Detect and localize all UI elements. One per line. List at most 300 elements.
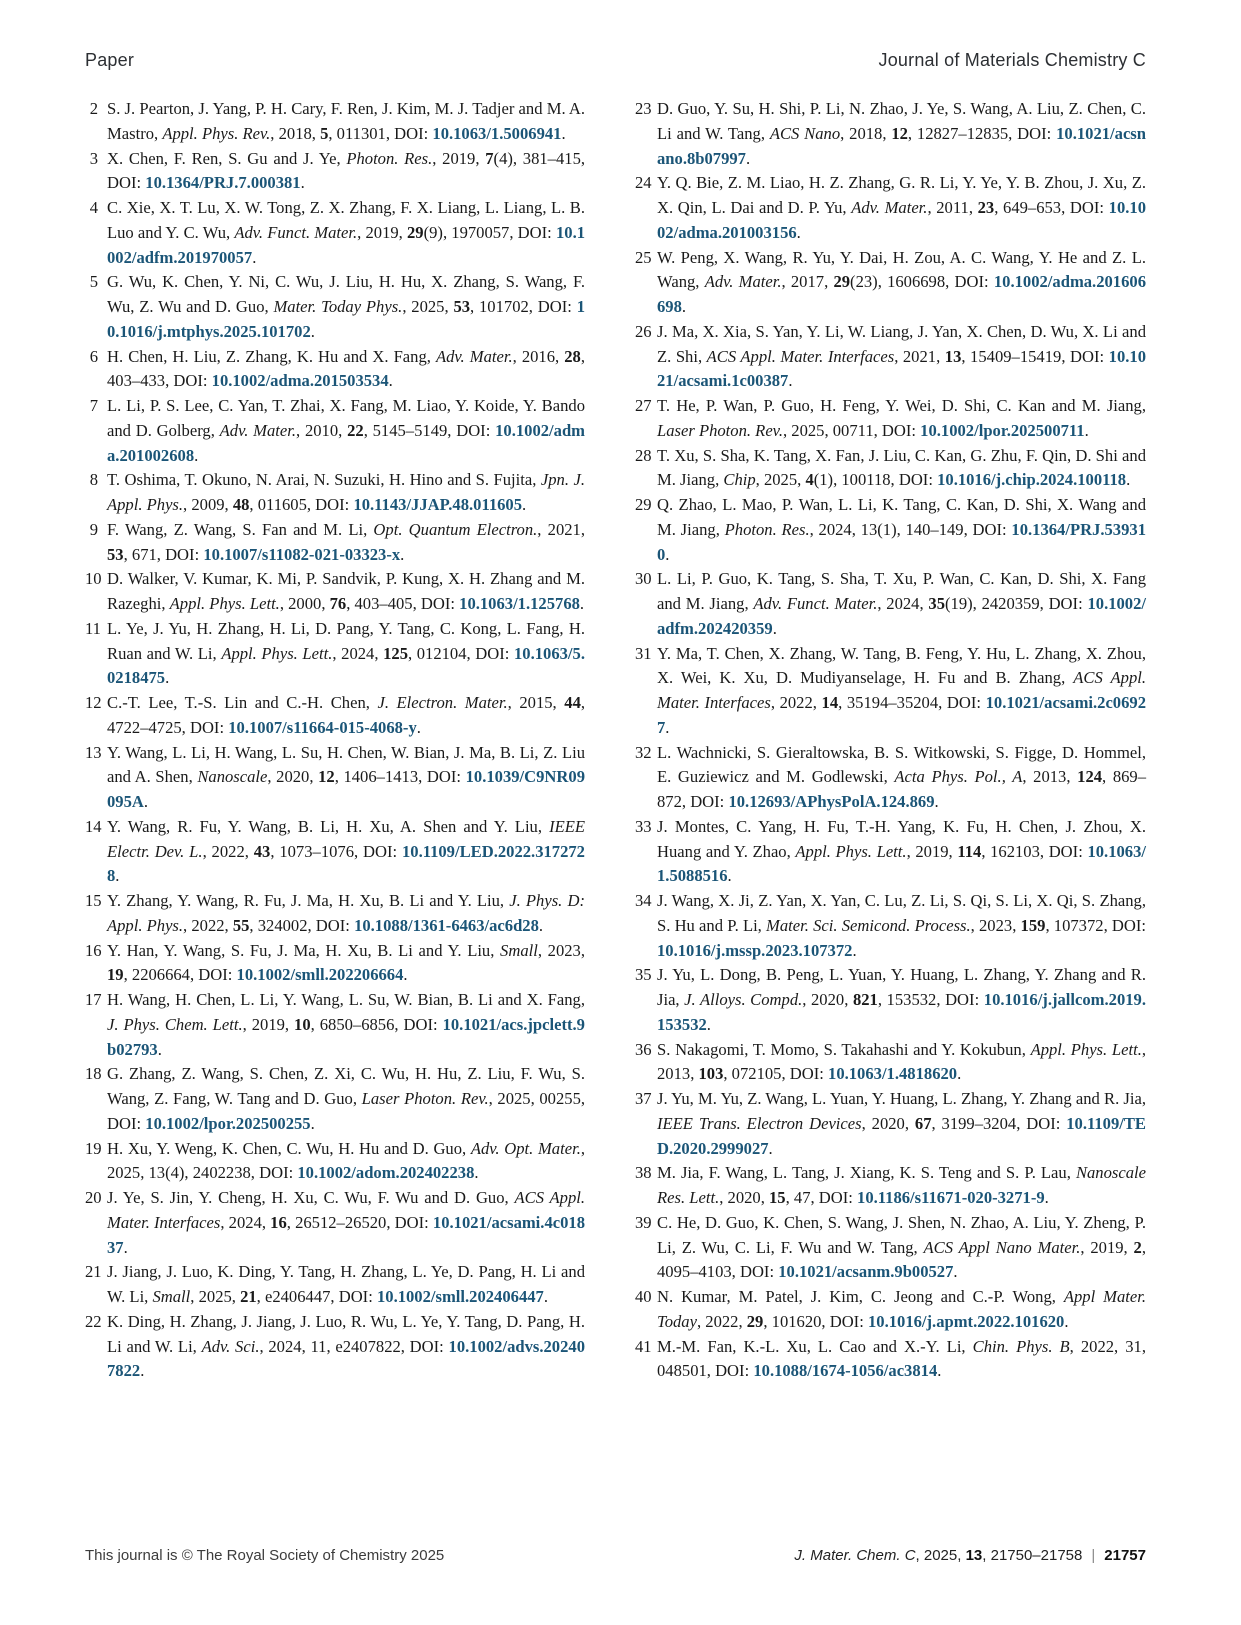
reference-text	[657, 1038, 1146, 1088]
journal-name: ACS Appl Nano Mater.	[923, 1237, 1081, 1257]
reference-fragment: , 2024,	[877, 594, 929, 613]
volume-number: 35	[928, 594, 945, 613]
footer-journal-abbrev: J. Mater. Chem. C	[794, 1547, 916, 1564]
journal-name: IEEE Trans. Electron Devices	[657, 1113, 862, 1133]
reference-text	[657, 741, 1146, 815]
journal-name: Chip	[723, 470, 756, 490]
journal-name: Mater. Sci. Semicond. Process.	[766, 915, 971, 935]
reference-fragment: , 153532, DOI:	[877, 990, 984, 1009]
reference-fragment: , 2025,	[402, 297, 454, 316]
reference-fragment: .	[157, 1039, 162, 1059]
reference-item	[635, 1087, 1146, 1161]
reference-fragment: , 35194–35204, DOI:	[838, 693, 986, 712]
reference-fragment: , 2013,	[1022, 767, 1078, 787]
reference-number: 19	[85, 1138, 102, 1158]
doi-link[interactable]: 10.1016/j.apmt.2022.101620	[867, 1311, 1065, 1331]
reference-fragment: , 2016,	[512, 346, 565, 366]
doi-link[interactable]: 10.1002/adma.201003156	[657, 198, 1146, 242]
journal-name: Adv. Funct. Mater.	[234, 222, 358, 242]
reference-fragment: , 1406–1413, DOI:	[334, 767, 466, 787]
volume-number: 7	[485, 148, 494, 168]
reference-number: 30	[635, 569, 652, 589]
reference-fragment: M. Jia, F. Wang, L. Tang, J. Xiang, K. S. Teng and S. P. Lau,	[657, 1163, 1076, 1183]
reference-number: 14	[85, 816, 102, 836]
journal-name: Small	[500, 940, 538, 960]
reference-item	[85, 741, 585, 815]
reference-item	[85, 567, 585, 617]
citation-info: J. Mater. Chem. C, 2025, 13, 21750–21758 | 21757	[794, 1547, 1146, 1564]
reference-item	[85, 518, 585, 568]
reference-fragment: .	[665, 544, 670, 564]
volume-number: 29	[746, 1311, 764, 1331]
reference-fragment: , 2013,	[657, 1039, 1146, 1084]
reference-fragment: L. Wachnicki, S. Gieraltowska, B. S. Witkowski, S. Figge, D. Hommel, E. Guziewicz and M. Godlewski,	[657, 742, 1146, 787]
journal-name: ACS Appl. Mater. Interfaces	[657, 668, 1147, 712]
reference-fragment: .	[522, 495, 527, 514]
doi-link[interactable]: 10.1002/advs.202407822	[107, 1336, 585, 1381]
reference-number: 24	[635, 173, 652, 193]
reference-item	[635, 1285, 1146, 1335]
reference-fragment: T. He, P. Wan, P. Guo, H. Feng, Y. Wei, D. Shi, C. Kan and M. Jiang,	[657, 396, 1146, 415]
reference-fragment: Y. Wang, L. Li, H. Wang, L. Su, H. Chen, W. Bian, J. Ma, B. Li, Z. Liu and A. Shen,	[107, 742, 585, 787]
doi-link[interactable]: 10.12693/APhysPolA.124.869	[728, 792, 935, 811]
volume-number: 159	[1020, 915, 1046, 935]
reference-fragment: Y. Q. Bie, Z. M. Liao, H. Z. Zhang, G. R. Li, Y. Ye, Y. B. Zhou, J. Xu, Z. X. Qin, L. Dai and D. P. Yu,	[657, 173, 1146, 217]
reference-fragment: , 1073–1076, DOI:	[270, 841, 402, 861]
doi-link[interactable]: 10.1002/adma.201606698	[657, 272, 1146, 316]
doi-link[interactable]: 10.1007/s11082-021-03323-x	[203, 544, 401, 564]
reference-fragment: .	[1084, 420, 1089, 440]
reference-fragment: .	[310, 321, 315, 341]
reference-fragment: , 869–872, DOI:	[657, 767, 1147, 811]
reference-fragment: , 2023,	[970, 915, 1021, 935]
reference-text	[657, 493, 1146, 567]
reference-fragment: .	[252, 247, 257, 267]
doi-link[interactable]: 10.1143/JJAP.48.011605	[353, 495, 523, 514]
reference-fragment: , 011301, DOI:	[328, 123, 433, 143]
doi-link[interactable]: 10.1109/TED.2020.2999027	[657, 1113, 1146, 1158]
reference-fragment: Y. Zhang, Y. Wang, R. Fu, J. Ma, H. Xu, B. Li and Y. Liu,	[107, 891, 510, 910]
doi-link[interactable]: 10.1016/j.mtphys.2025.101702	[107, 297, 585, 341]
reference-fragment: , 2025,	[755, 470, 806, 490]
reference-number: 21	[85, 1262, 102, 1282]
volume-number: 15	[769, 1188, 786, 1207]
reference-number: 10	[85, 569, 102, 589]
reference-fragment: , 2025, 00711, DOI:	[782, 420, 921, 440]
reference-number: 15	[85, 891, 102, 910]
reference-fragment: F. Wang, Z. Wang, S. Fan and M. Li,	[107, 519, 374, 539]
reference-number: 8	[89, 470, 98, 490]
volume-number: 4	[805, 470, 814, 490]
reference-fragment: J. Jiang, J. Luo, K. Ding, Y. Tang, H. Zhang, L. Ye, D. Pang, H. Li and W. Li,	[107, 1262, 585, 1306]
journal-name: ACS Appl. Mater. Interfaces	[107, 1188, 585, 1232]
reference-fragment: , 2023,	[537, 940, 585, 960]
reference-number: 11	[85, 618, 101, 638]
reference-fragment: , 2025, 13(4), 2402238, DOI:	[107, 1138, 585, 1183]
reference-item	[635, 889, 1146, 963]
doi-link[interactable]: 10.1186/s11671-020-3271-9	[857, 1188, 1045, 1207]
reference-text	[657, 963, 1146, 1037]
reference-number: 36	[635, 1039, 652, 1059]
reference-fragment: .	[681, 297, 687, 316]
volume-number: 821	[852, 990, 878, 1009]
reference-fragment: .	[538, 915, 544, 935]
journal-name: Appl. Phys. Lett.	[169, 594, 280, 613]
journal-name: Photon. Res.	[346, 148, 433, 168]
reference-item	[85, 939, 585, 989]
page-number: 21757	[1104, 1547, 1146, 1564]
reference-fragment: .	[957, 1064, 962, 1084]
volume-number: 5	[320, 123, 329, 143]
reference-fragment: , 15409–15419, DOI:	[961, 346, 1109, 366]
reference-fragment: D. Walker, V. Kumar, K. Mi, P. Sandvik, P. Kung, X. H. Zhang and M. Razeghi,	[107, 569, 585, 613]
doi-link[interactable]: 10.1002/adfm.201970057	[107, 222, 586, 267]
reference-item	[635, 642, 1146, 741]
reference-fragment: Y. Ma, T. Chen, X. Zhang, W. Tang, B. Feng, Y. Hu, L. Zhang, X. Zhou, X. Wei, K. Xu, D. Mudiyanselage, H. Fu and B. Zhang,	[657, 643, 1146, 688]
reference-text	[107, 196, 585, 270]
journal-name: J. Electron. Mater.	[377, 693, 508, 712]
reference-fragment: , 2024,	[332, 643, 384, 663]
reference-fragment: , 2020,	[861, 1113, 915, 1133]
reference-fragment: N. Kumar, M. Patel, J. Kim, C. Jeong and C.-P. Wong,	[657, 1287, 1064, 1306]
doi-link[interactable]: 10.1021/acsami.1c00387	[657, 346, 1146, 391]
doi-link[interactable]: 10.1016/j.jallcom.2019.153532	[657, 990, 1146, 1034]
reference-fragment: H. Xu, Y. Weng, K. Chen, C. Wu, H. Hu and D. Guo,	[107, 1138, 471, 1158]
doi-link[interactable]: 10.1002/smll.202406447	[376, 1287, 544, 1306]
reference-fragment: J. Ma, X. Xia, S. Yan, Y. Li, W. Liang, J. Yan, X. Chen, D. Wu, X. Li and Z. Shi,	[657, 321, 1146, 366]
reference-fragment: .	[561, 123, 566, 143]
reference-number: 17	[85, 990, 102, 1009]
reference-list	[85, 97, 1146, 1384]
reference-fragment: , 26512–26520, DOI:	[286, 1212, 433, 1232]
reference-number: 20	[85, 1188, 102, 1207]
reference-fragment: , 403–433, DOI:	[107, 346, 585, 391]
doi-link[interactable]: 10.1002/adom.202402238	[297, 1163, 475, 1183]
journal-name: Nanoscale Res. Lett.	[657, 1163, 1146, 1207]
reference-fragment: , 012104, DOI:	[407, 643, 514, 663]
reference-text	[107, 567, 585, 617]
doi-link[interactable]: 10.1021/acsnano.8b07997	[657, 123, 1146, 168]
reference-text	[107, 1310, 585, 1384]
page-footer	[85, 1547, 1146, 1564]
reference-fragment: , 2019,	[906, 841, 958, 861]
reference-fragment: G. Zhang, Z. Wang, S. Chen, Z. Xi, C. Wu, H. Hu, Z. Liu, F. Wu, S. Wang, Z. Fang, W. Tang and D. Guo,	[107, 1064, 585, 1108]
reference-text	[107, 345, 585, 395]
reference-item	[635, 1335, 1146, 1385]
journal-name: Adv. Mater.	[219, 420, 297, 440]
doi-link[interactable]: 10.1002/adma.201002608	[107, 420, 585, 465]
reference-fragment: L. Li, P. Guo, K. Tang, S. Sha, T. Xu, P. Wan, C. Kan, D. Shi, X. Fang and M. Jiang,	[657, 569, 1146, 613]
doi-link[interactable]: 10.1002/lpor.202500255	[145, 1113, 311, 1133]
reference-item	[85, 617, 585, 691]
volume-number: 14	[821, 693, 839, 712]
reference-fragment: , 072105, DOI:	[723, 1064, 829, 1084]
reference-fragment: , e2406447, DOI:	[256, 1287, 377, 1306]
volume-number: 12	[318, 767, 335, 787]
reference-fragment: .	[796, 222, 801, 242]
reference-item	[635, 493, 1146, 567]
doi-link[interactable]: 10.1021/acs.jpclett.9b02793	[107, 1014, 585, 1059]
volume-number: 22	[347, 420, 364, 440]
volume-number: 19	[107, 965, 124, 985]
reference-number: 37	[635, 1089, 652, 1108]
reference-fragment: , 2022,	[183, 915, 233, 935]
reference-fragment: C. Xie, X. T. Lu, X. W. Tong, Z. X. Zhang, F. X. Liang, L. Liang, L. B. Luo and Y. C. Wu,	[107, 198, 585, 242]
ref-column-left	[85, 97, 585, 1384]
doi-link[interactable]: 10.1021/acsami.4c01837	[107, 1212, 585, 1257]
volume-number: 23	[977, 198, 995, 217]
reference-number: 34	[635, 891, 652, 910]
reference-fragment: J. Wang, X. Ji, Z. Yan, X. Yan, C. Lu, Z. Li, S. Qi, S. Li, X. Qi, S. Zhang, S. Hu and P. Li,	[657, 891, 1146, 935]
reference-number: 5	[89, 272, 98, 292]
reference-fragment: , 2024, 11, e2407822, DOI:	[259, 1336, 449, 1356]
journal-name: Small	[152, 1287, 191, 1306]
reference-number: 2	[89, 99, 98, 118]
volume-number: 13	[944, 346, 962, 366]
reference-fragment: .	[745, 148, 751, 168]
journal-name: ACS Nano	[769, 123, 841, 143]
reference-fragment: J. Yu, M. Yu, Z. Wang, L. Yuan, Y. Huang, L. Zhang, Y. Zhang and R. Jia,	[657, 1089, 1146, 1108]
reference-fragment: .	[934, 792, 939, 811]
reference-fragment: , 2015,	[507, 693, 565, 712]
reference-number: 26	[635, 321, 652, 341]
reference-fragment: (1), 100118, DOI:	[813, 470, 938, 490]
reference-item	[635, 815, 1146, 889]
reference-fragment: , 162103, DOI:	[981, 841, 1088, 861]
reference-fragment: .	[474, 1163, 479, 1183]
reference-text	[107, 1260, 585, 1310]
reference-fragment: .	[727, 866, 732, 886]
reference-fragment: J. Montes, C. Yang, H. Fu, T.-H. Yang, K. Fu, H. Chen, J. Zhou, X. Huang and Y. Zhao,	[657, 816, 1146, 861]
reference-text	[657, 1335, 1146, 1385]
reference-fragment: Q. Zhao, L. Mao, P. Wan, L. Li, K. Tang, C. Kan, D. Shi, X. Wang and M. Jiang,	[657, 495, 1146, 539]
reference-text	[107, 1062, 585, 1136]
reference-fragment: , 47, DOI:	[785, 1188, 858, 1207]
footer-volume: 13	[965, 1547, 983, 1564]
volume-number: 28	[564, 346, 581, 366]
reference-number: 23	[635, 99, 652, 118]
journal-name: Appl Mater. Today	[657, 1287, 1146, 1331]
journal-name: Appl. Phys. Lett.	[795, 841, 907, 861]
footer-separator: |	[1091, 1547, 1096, 1564]
journal-name: Nanoscale	[197, 767, 268, 787]
reference-item	[635, 246, 1146, 320]
reference-fragment: S. Nakagomi, T. Momo, S. Takahashi and Y. Kokubun,	[657, 1039, 1031, 1059]
reference-fragment: (9), 1970057, DOI:	[423, 222, 556, 242]
reference-fragment: .	[143, 792, 149, 811]
reference-fragment: , 2021,	[537, 519, 585, 539]
reference-fragment: , 4095–4103, DOI:	[657, 1237, 1146, 1282]
reference-fragment: , 2020,	[719, 1188, 769, 1207]
journal-name: Adv. Opt. Mater.	[470, 1138, 581, 1158]
journal-name: Appl. Phys. Lett.	[221, 643, 333, 663]
section-label: Paper	[85, 50, 135, 70]
reference-fragment: , 2010,	[296, 420, 348, 440]
reference-fragment: (23), 1606698, DOI:	[850, 272, 994, 292]
journal-name: Opt. Quantum Electron.	[373, 519, 538, 539]
reference-text	[107, 889, 585, 939]
doi-link[interactable]: 10.1088/1674-1056/ac3814	[753, 1361, 938, 1381]
doi-link[interactable]: 10.1063/5.0218475	[107, 643, 585, 688]
reference-fragment: , 2019,	[432, 148, 486, 168]
reference-fragment: L. Ye, J. Yu, H. Zhang, H. Li, D. Pang, Y. Tang, C. Kong, L. Fang, H. Ruan and W. Li,	[107, 618, 585, 663]
reference-text	[657, 1211, 1146, 1285]
doi-link[interactable]: 10.1039/C9NR09095A	[107, 767, 585, 811]
volume-number: 48	[232, 495, 250, 514]
reference-fragment: , 2019,	[357, 222, 407, 242]
reference-text	[107, 1186, 585, 1260]
volume-number: 12	[891, 123, 908, 143]
reference-text	[107, 988, 585, 1062]
reference-number: 35	[635, 965, 652, 985]
reference-fragment: .	[403, 965, 408, 985]
journal-name: J. Phys. Chem. Lett.	[107, 1014, 243, 1034]
reference-fragment: , 2022, 31, 048501, DOI:	[657, 1336, 1146, 1381]
reference-fragment: .	[1126, 470, 1131, 490]
reference-item	[85, 147, 585, 197]
reference-fragment: D. Guo, Y. Su, H. Shi, P. Li, N. Zhao, J. Ye, S. Wang, A. Liu, Z. Chen, C. Li and W. Tang,	[657, 99, 1146, 143]
doi-link[interactable]: 10.1063/1.5088516	[657, 841, 1146, 886]
reference-text	[657, 97, 1146, 171]
reference-item	[635, 320, 1146, 394]
reference-fragment: , 2021,	[894, 346, 945, 366]
reference-item	[635, 444, 1146, 494]
reference-text	[657, 1087, 1146, 1161]
reference-item	[85, 1062, 585, 1136]
volume-number: 124	[1077, 767, 1103, 787]
reference-item	[635, 171, 1146, 245]
volume-number: 125	[383, 643, 408, 663]
volume-number: 67	[914, 1113, 932, 1133]
reference-fragment: .	[788, 371, 793, 391]
reference-fragment: , 2025, 00255, DOI:	[107, 1089, 586, 1133]
reference-fragment: .	[706, 1014, 711, 1034]
journal-name: Mater. Today Phys.	[273, 297, 403, 316]
reference-fragment: , 2009,	[183, 495, 233, 514]
reference-number: 33	[635, 816, 652, 836]
reference-item	[85, 270, 585, 344]
reference-fragment: , 2206664, DOI:	[123, 965, 237, 985]
volume-number: 10	[294, 1014, 311, 1034]
reference-text	[107, 97, 585, 147]
journal-name: Adv. Mater.	[704, 272, 782, 292]
doi-link[interactable]: 10.1002/adfm.202420359	[657, 594, 1147, 638]
journal-name: ACS Appl. Mater. Interfaces	[706, 346, 895, 366]
reference-fragment: .	[140, 1361, 145, 1381]
reference-text	[657, 1285, 1146, 1335]
reference-fragment: (4), 381–415, DOI:	[107, 148, 586, 193]
reference-text	[107, 468, 585, 518]
journal-name: Appl. Phys. Rev.	[162, 123, 271, 143]
journal-name: Adv. Funct. Mater.	[753, 594, 878, 613]
reference-item	[85, 1310, 585, 1384]
ref-column-right	[635, 97, 1146, 1384]
reference-text	[657, 815, 1146, 889]
reference-fragment: L. Li, P. S. Lee, C. Yan, T. Zhai, X. Fang, M. Liao, Y. Koide, Y. Bando and D. Golberg,	[107, 396, 585, 440]
doi-link[interactable]: 10.1364/PRJ.7.000381	[145, 173, 301, 193]
doi-link[interactable]: 10.1016/j.chip.2024.100118	[937, 470, 1127, 490]
reference-fragment: , 2020,	[802, 990, 853, 1009]
reference-item	[85, 988, 585, 1062]
doi-link[interactable]: 10.1364/PRJ.539310	[657, 519, 1146, 564]
journal-name: J. Phys. D: Appl. Phys.	[107, 891, 585, 935]
reference-fragment: Y. Han, Y. Wang, S. Fu, J. Ma, H. Xu, B. Li and Y. Liu,	[107, 940, 501, 960]
doi-link[interactable]: 10.1063/1.4818620	[828, 1064, 958, 1084]
journal-name: Laser Photon. Rev.	[361, 1089, 489, 1108]
reference-item	[85, 196, 585, 270]
doi-link[interactable]: 10.1016/j.mssp.2023.107372	[657, 940, 853, 960]
reference-text	[107, 939, 585, 989]
volume-number: 44	[564, 693, 581, 712]
reference-fragment: , 671, DOI:	[123, 544, 204, 564]
reference-number: 9	[89, 519, 98, 539]
reference-text	[107, 617, 585, 691]
reference-fragment: S. J. Pearton, J. Yang, P. H. Cary, F. Ren, J. Kim, M. J. Tadjer and M. A. Mastro,	[107, 99, 585, 143]
reference-fragment: .	[123, 1237, 128, 1257]
journal-name: Acta Phys. Pol., A	[894, 767, 1023, 787]
doi-link[interactable]: 10.1063/1.125768	[459, 594, 580, 613]
reference-text	[107, 394, 585, 468]
reference-fragment: , 324002, DOI:	[249, 915, 355, 935]
doi-link[interactable]: 10.1021/acsami.2c06927	[657, 693, 1146, 737]
reference-text	[107, 741, 585, 815]
reference-fragment: , 649–653, DOI:	[994, 198, 1109, 217]
reference-text	[107, 815, 585, 889]
reference-fragment: C. He, D. Guo, K. Chen, S. Wang, J. Shen, N. Zhao, A. Liu, Y. Zheng, P. Li, Z. Wu, C. Li, F. Wu and W. Tang,	[657, 1212, 1146, 1257]
doi-link[interactable]: 10.1063/1.5006941	[432, 123, 562, 143]
reference-item	[85, 1137, 585, 1187]
reference-fragment: C.-T. Lee, T.-S. Lin and C.-H. Chen,	[107, 693, 378, 712]
reference-fragment: .	[194, 445, 199, 465]
reference-fragment: X. Chen, F. Ren, S. Gu and J. Ye,	[107, 148, 347, 168]
reference-fragment: .	[1044, 1188, 1049, 1207]
doi-link[interactable]: 10.1002/smll.202206664	[236, 965, 404, 985]
reference-text	[107, 691, 585, 741]
reference-fragment: , 2011,	[927, 198, 978, 217]
reference-text	[657, 567, 1146, 641]
reference-fragment: , 3199–3204, DOI:	[931, 1113, 1067, 1133]
reference-fragment: .	[310, 1113, 315, 1133]
reference-fragment: .	[416, 717, 421, 737]
reference-number: 31	[635, 643, 652, 663]
reference-fragment: W. Peng, X. Wang, R. Yu, Y. Dai, H. Zou, A. C. Wang, Y. He and Z. L. Wang,	[657, 247, 1146, 292]
reference-item	[635, 567, 1146, 641]
reference-text	[657, 889, 1146, 963]
doi-link[interactable]: 10.1002/adma.201503534	[211, 371, 389, 391]
doi-link[interactable]: 10.1088/1361-6463/ac6d28	[354, 915, 539, 935]
reference-fragment: .	[543, 1287, 548, 1306]
volume-number: 2	[1133, 1237, 1142, 1257]
reference-fragment: T. Oshima, T. Okuno, N. Arai, N. Suzuki, H. Hino and S. Fujita,	[107, 470, 541, 490]
reference-number: 6	[89, 346, 98, 366]
reference-fragment: , 403–405, DOI:	[346, 594, 460, 613]
reference-number: 25	[635, 247, 652, 267]
reference-fragment: G. Wu, K. Chen, Y. Ni, C. Wu, J. Liu, H. Hu, X. Zhang, S. Wang, F. Wu, Z. Wu and D. Guo,	[107, 272, 585, 316]
volume-number: 29	[407, 222, 424, 242]
journal-name: Jpn. J. Appl. Phys.	[107, 470, 585, 514]
reference-fragment: , 5145–5149, DOI:	[363, 420, 496, 440]
journal-title: Journal of Materials Chemistry C	[878, 50, 1146, 70]
reference-number: 16	[85, 940, 102, 960]
reference-fragment: , 6850–6856, DOI:	[310, 1014, 443, 1034]
doi-link[interactable]: 10.1021/acsanm.9b00527	[778, 1262, 954, 1282]
reference-fragment: .	[165, 668, 170, 688]
doi-link[interactable]: 10.1007/s11664-015-4068-y	[228, 717, 417, 737]
doi-link[interactable]: 10.1002/lpor.202500711	[920, 420, 1085, 440]
doi-link[interactable]: 10.1109/LED.2022.3172728	[107, 841, 585, 886]
volume-number: 16	[270, 1212, 287, 1232]
reference-fragment: J. Yu, L. Dong, B. Peng, L. Yuan, Y. Huang, L. Zhang, Y. Zhang and R. Jia,	[657, 965, 1146, 1009]
